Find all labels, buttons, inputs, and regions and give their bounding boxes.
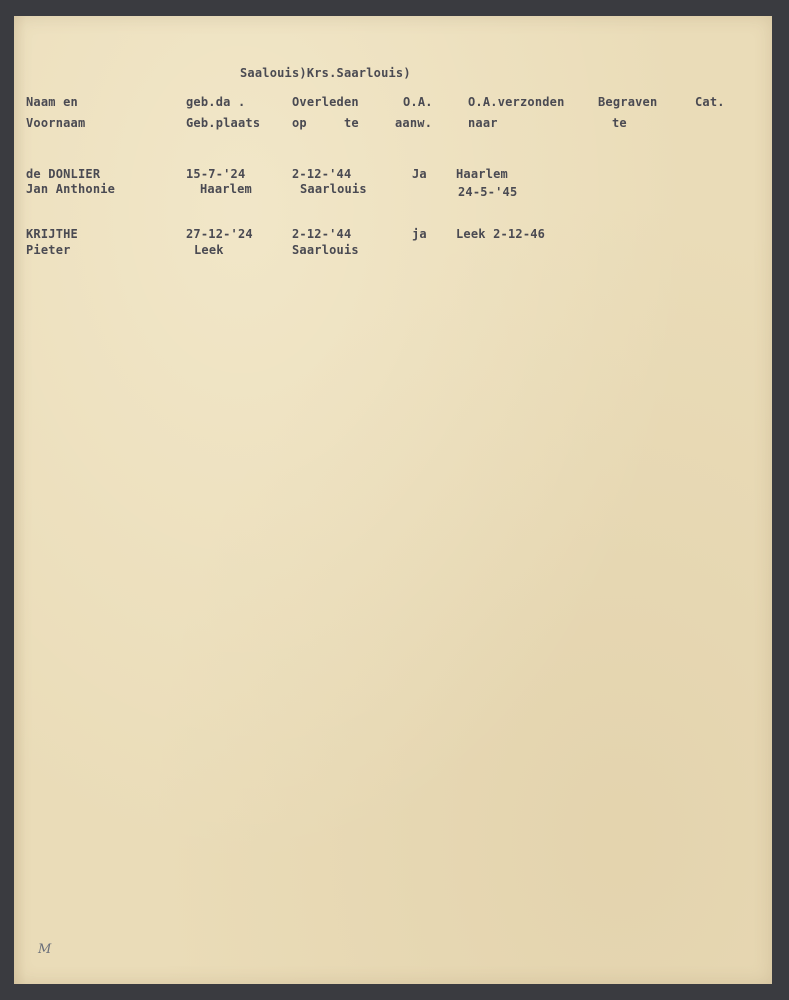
header-oa-naar: naar [468,116,498,130]
header-naam-en: Naam en [26,95,78,109]
document-page [14,16,772,984]
record-oa-sent-to: Leek 2-12-46 [456,227,546,241]
header-oa: O.A. [403,95,433,109]
record-surname: KRIJTHE [26,227,78,241]
header-cat: Cat. [695,95,725,109]
record-firstname: Jan Anthonie [26,182,116,196]
record-oa-sent-date: 24-5-'45 [458,185,518,199]
record-birth-place: Haarlem [200,182,252,196]
header-overleden-op: op [292,116,307,130]
record-birth-date: 27-12-'24 [186,227,253,241]
record-oa-sent-to: Haarlem [456,167,508,181]
record-death-date: 2-12-'44 [292,167,352,181]
record-death-place: Saarlouis [300,182,367,196]
header-geb-datum: geb.da . [186,95,246,109]
header-begraven-te: te [612,116,627,130]
header-geb-plaats: Geb.plaats [186,116,261,130]
corner-handwritten-mark: M [38,942,52,957]
header-oa-aanw: aanw. [395,116,433,130]
document-title: Saalouis)Krs.Saarlouis) [240,66,411,80]
record-surname: de DONLIER [26,167,101,181]
record-firstname: Pieter [26,243,71,257]
record-oa-present: ja [412,227,427,241]
header-overleden-te: te [344,116,359,130]
record-death-date: 2-12-'44 [292,227,352,241]
record-birth-date: 15-7-'24 [186,167,246,181]
record-death-place: Saarlouis [292,243,359,257]
header-voornaam: Voornaam [26,116,86,130]
record-birth-place: Leek [194,243,224,257]
header-overleden: Overleden [292,95,359,109]
header-begraven: Begraven [598,95,658,109]
header-oa-verzonden: O.A.verzonden [468,95,565,109]
record-oa-present: Ja [412,167,427,181]
